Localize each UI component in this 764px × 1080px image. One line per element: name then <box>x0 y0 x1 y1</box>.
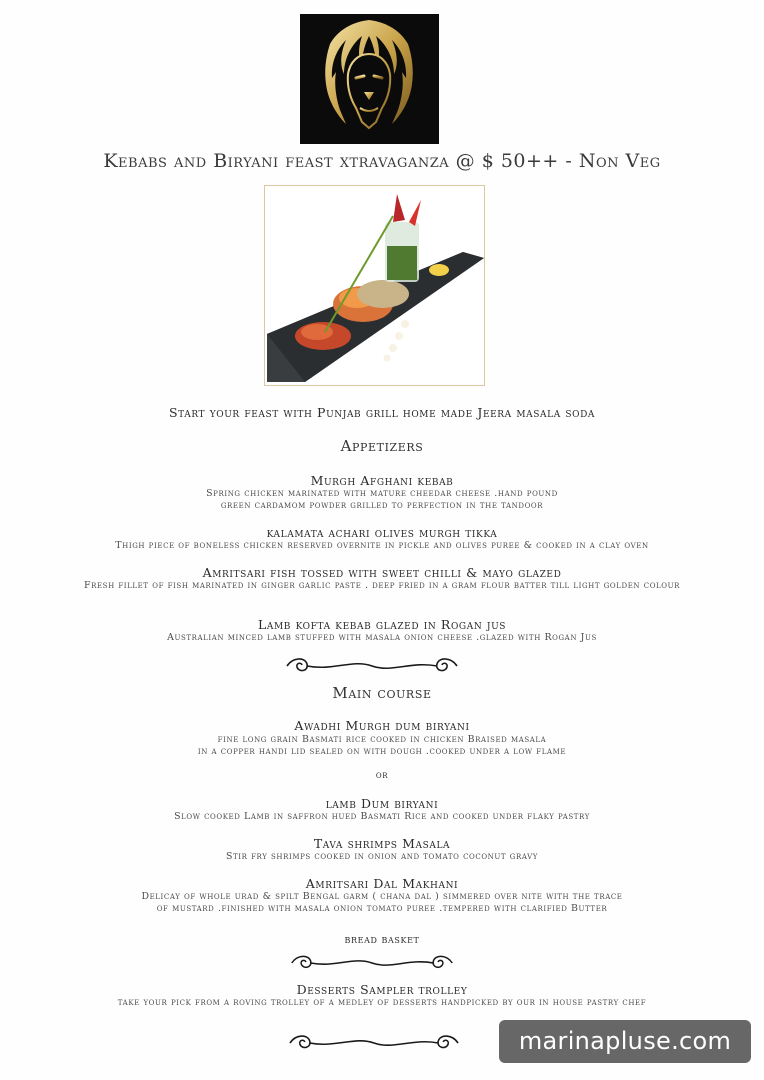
main-course-heading: Main course <box>332 684 432 702</box>
dish-description: fine long grain Basmati rice cooked in chicken Braised masala <box>217 734 547 745</box>
dish-description: Australian minced lamb stuffed with masala onion cheese .glazed with Rogan Jus <box>167 632 597 643</box>
restaurant-logo <box>300 14 439 144</box>
bread-basket: bread basket <box>344 933 420 946</box>
dish-name: Amritsari fish tossed with sweet chilli & mayo glazed <box>202 565 562 580</box>
dish-name: kalamata achari olives murgh tikka <box>266 525 498 540</box>
appetizers-heading: Appetizers <box>340 437 424 455</box>
dish-description: Delicay of whole urad & spilt Bengal garm ( chana dal ) simmered over nite with the trace <box>141 891 623 902</box>
dish-description: Stir fry shrimps cooked in onion and tomato coconut gravy <box>225 851 539 862</box>
ornamental-divider <box>283 655 461 677</box>
dish-description: of mustard .finished with masala onion tomato puree .tempered with clarified Butter <box>156 903 608 914</box>
dish-description: green cardamom powder grilled to perfection in the tandoor <box>220 500 544 511</box>
dish-name: Awadhi Murgh dum biryani <box>294 718 470 733</box>
ornamental-divider <box>286 1032 462 1054</box>
dish-description: Fresh fillet of fish marinated in ginger garlic paste . deep fried in a gram flour batter till light golden colour <box>83 580 680 591</box>
dish-name: Amritsari Dal Makhani <box>305 876 459 891</box>
or-separator: or <box>375 770 389 781</box>
menu-title: Kebabs and Biryani feast xtravaganza @ $ 50++ - Non Veg <box>103 150 661 172</box>
dish-name: Desserts Sampler trolley <box>296 982 468 997</box>
dish-description: in a copper handi lid sealed on with dough .cooked under a low flame <box>197 746 567 757</box>
dish-name: Lamb kofta kebab glazed in Rogan jus <box>257 617 507 632</box>
ornamental-divider <box>288 952 456 974</box>
dish-name: Murgh Afghani kebab <box>310 473 454 488</box>
food-photo <box>264 185 485 386</box>
dish-description: take your pick from a roving trolley of a medley of desserts handpicked by our in house pastry chef <box>117 997 647 1008</box>
dish-name: lamb Dum biryani <box>325 796 439 811</box>
dish-name: Tava shrimps Masala <box>313 836 451 851</box>
golden-lion-head-icon <box>300 14 439 144</box>
watermark-badge: marinapluse.com <box>499 1020 751 1063</box>
dish-description: Slow cooked Lamb in saffron hued Basmati Rice and cooked under flaky pastry <box>174 811 590 822</box>
intro-line: Start your feast with Punjab grill home made Jeera masala soda <box>168 405 596 420</box>
dish-description: Thigh piece of boneless chicken reserved overnite in pickle and olives puree & cooked in a clay oven <box>115 540 649 551</box>
dish-description: Spring chicken marinated with mature cheedar cheese .hand pound <box>206 488 558 499</box>
